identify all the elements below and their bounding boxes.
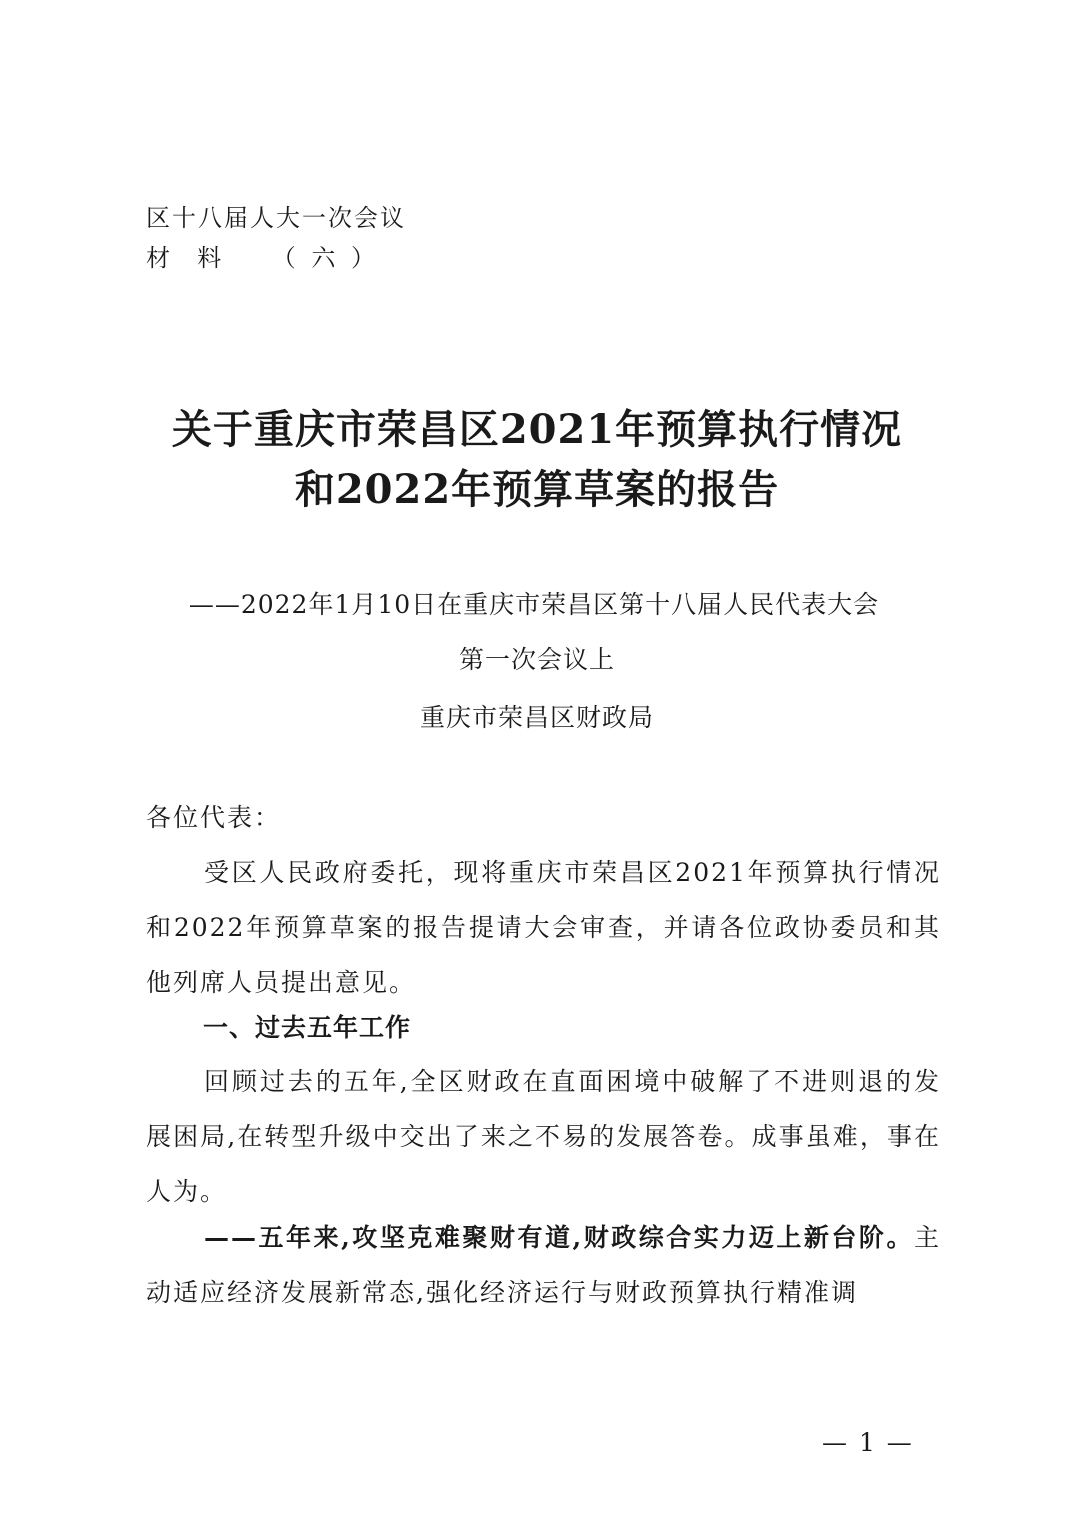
material-number-label: 材 料 （ 六 ） [146, 244, 380, 272]
paragraph-1: 受区人民政府委托，现将重庆市荣昌区2021年预算执行情况和2022年预算草案的报告提请大会审查，并请各位政协委员和其他列席人员提出意见。 [146, 858, 941, 997]
paragraph-3-text: 主动适应经济发展新常态,强化经济运行与财政预算执行精准调 [146, 1223, 941, 1307]
subtitle-line2: 第一次会议上 [458, 645, 615, 674]
salutation: 各位代表： [146, 803, 282, 832]
paragraph-3 [146, 1210, 941, 1320]
section-heading: 一、过去五年工作 [203, 1013, 412, 1042]
subtitle-line1: ——2022年1月10日在重庆市荣昌区第十八届人民代表大会 [188, 590, 880, 619]
paragraph-2: 回顾过去的五年,全区财政在直面困境中破解了不进则退的发展困局,在转型升级中交出了来之不易的发展答卷。成事虽难，事在人为。 [146, 1067, 941, 1206]
paragraph-3-lead: ——五年来,攻坚克难聚财有道,财政综合实力迈上新台阶。 [204, 1223, 914, 1252]
document-title-line2: 和2022年预算草案的报告 [294, 466, 780, 513]
page-number: — 1 — [822, 1428, 914, 1457]
author: 重庆市荣昌区财政局 [419, 703, 654, 732]
document-title-line1: 关于重庆市荣昌区2021年预算执行情况 [171, 406, 903, 453]
meeting-label: 区十八届人大一次会议 [146, 204, 406, 232]
